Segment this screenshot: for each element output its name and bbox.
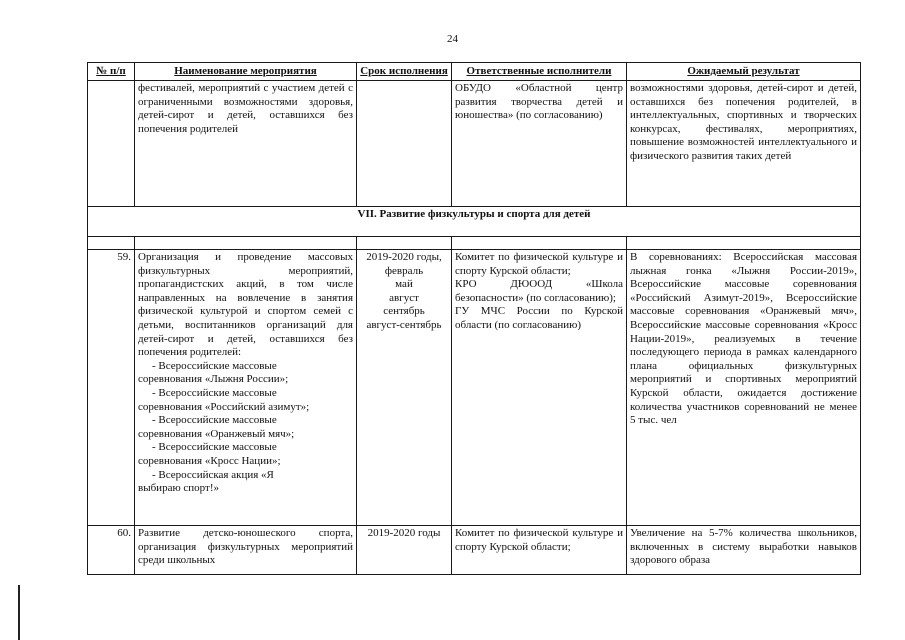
cell-event-name: фестивалей, мероприятий с участием детей с ограниченными возможностями здоровья, детей-сирот и детей, оставшихся без попечения родителей (135, 81, 357, 207)
cell-number: 59. (88, 250, 135, 526)
spacer-row (88, 237, 861, 250)
term-line: август (389, 291, 419, 304)
cell-responsible: Комитет по физической культуре и спорту Курской области; (452, 526, 627, 575)
header-term: Срок исполнения (357, 63, 452, 81)
event-item-first: - Всероссийские массовые (152, 441, 277, 454)
events-table (87, 62, 861, 575)
cell-responsible (452, 250, 627, 526)
responsible-part: ГУ МЧС России по Курской области (по согласованию) (455, 305, 623, 331)
cell-number (88, 81, 135, 207)
cell-expected-result: В соревнованиях: Всероссийская массовая лыжная гонка «Лыжня России-2019», Всероссийские массовые соревнования «Российский Азимут-2019», Всероссийские массовые соревнования «Оранжевый мяч», Всероссийские массовые соревнования «Кросс Нации-2019», реализуемых в течение последующего периода в рамках календарного плана официальных физкультурных мероприятий и спортивных мероприятий Курской области, ожидается достижение количества участников соревнований не менее 5 тыс. чел (627, 250, 861, 526)
cell-event-name (135, 250, 357, 526)
term-line: август-сентябрь (366, 318, 442, 331)
cell-expected-result: возможностями здоровья, детей-сирот и детей, оставшихся без попечения родителей, в интеллектуальных, спортивных и творческих конкурсах, фестивалях, мероприятиях, повышение возможностей интеллектуального и физического развития таких детей (627, 81, 861, 207)
term-line: сентябрь (383, 305, 425, 318)
event-item-rest: соревнования «Кросс Нации»; (138, 454, 281, 467)
table-row-continued (88, 81, 861, 207)
event-item-first: - Всероссийские массовые (152, 386, 277, 399)
spacer-cell (357, 237, 452, 250)
cell-responsible: ОБУДО «Областной центр развития творчества детей и юношества» (по согласованию) (452, 81, 627, 207)
term-line: 2019-2020 годы, (366, 251, 442, 263)
event-item-rest: соревнования «Российский азимут»; (138, 400, 310, 413)
spacer-cell (135, 237, 357, 250)
cell-expected-result: Увеличение на 5-7% количества школьников, включенных в систему выработки навыков здорового образа (627, 526, 861, 575)
cell-number: 60. (88, 526, 135, 575)
event-intro: Организация и проведение массовых физкультурных мероприятий, пропагандистских акций, в том числе направленных на вовлечение в занятия физической культурой и спортом семей с детьми, воспитанников организаций для детей-сирот и детей, оставшихся без попечения родителей: (138, 251, 353, 359)
section-title: VII. Развитие физкультуры и спорта для детей (88, 207, 861, 237)
header-expected-result: Ожидаемый результат (627, 63, 861, 81)
page-number: 24 (447, 33, 458, 45)
spacer-cell (627, 237, 861, 250)
header-event-name: Наименование мероприятия (135, 63, 357, 81)
event-item-rest: соревнования «Лыжня России»; (138, 373, 289, 386)
scan-edge-rule (18, 585, 20, 640)
responsible-part: КРО ДЮООД «Школа безопасности» (по согласованию); (455, 278, 623, 304)
table-row-59 (88, 250, 861, 526)
cell-term (357, 250, 452, 526)
event-item-rest: соревнования «Оранжевый мяч»; (138, 427, 295, 440)
event-item-first: - Всероссийские массовые (152, 414, 277, 427)
cell-term (357, 81, 452, 207)
section-row (88, 207, 861, 237)
table-row-60 (88, 526, 861, 575)
event-item-first: - Всероссийская акция «Я (152, 468, 274, 481)
term-line: февраль (384, 264, 424, 277)
table-header-row (88, 63, 861, 81)
responsible-part: Комитет по физической культуре и спорту Курской области; (455, 251, 623, 277)
event-item-first: - Всероссийские массовые (152, 359, 277, 372)
header-number: № п/п (88, 63, 135, 81)
cell-event-name: Развитие детско-юношеского спорта, организация физкультурных мероприятий среди школьных (135, 526, 357, 575)
header-responsible: Ответственные исполнители (452, 63, 627, 81)
event-item-rest: выбираю спорт!» (138, 482, 220, 495)
term-line: май (395, 278, 413, 291)
spacer-cell (88, 237, 135, 250)
cell-term: 2019-2020 годы (357, 526, 452, 575)
spacer-cell (452, 237, 627, 250)
